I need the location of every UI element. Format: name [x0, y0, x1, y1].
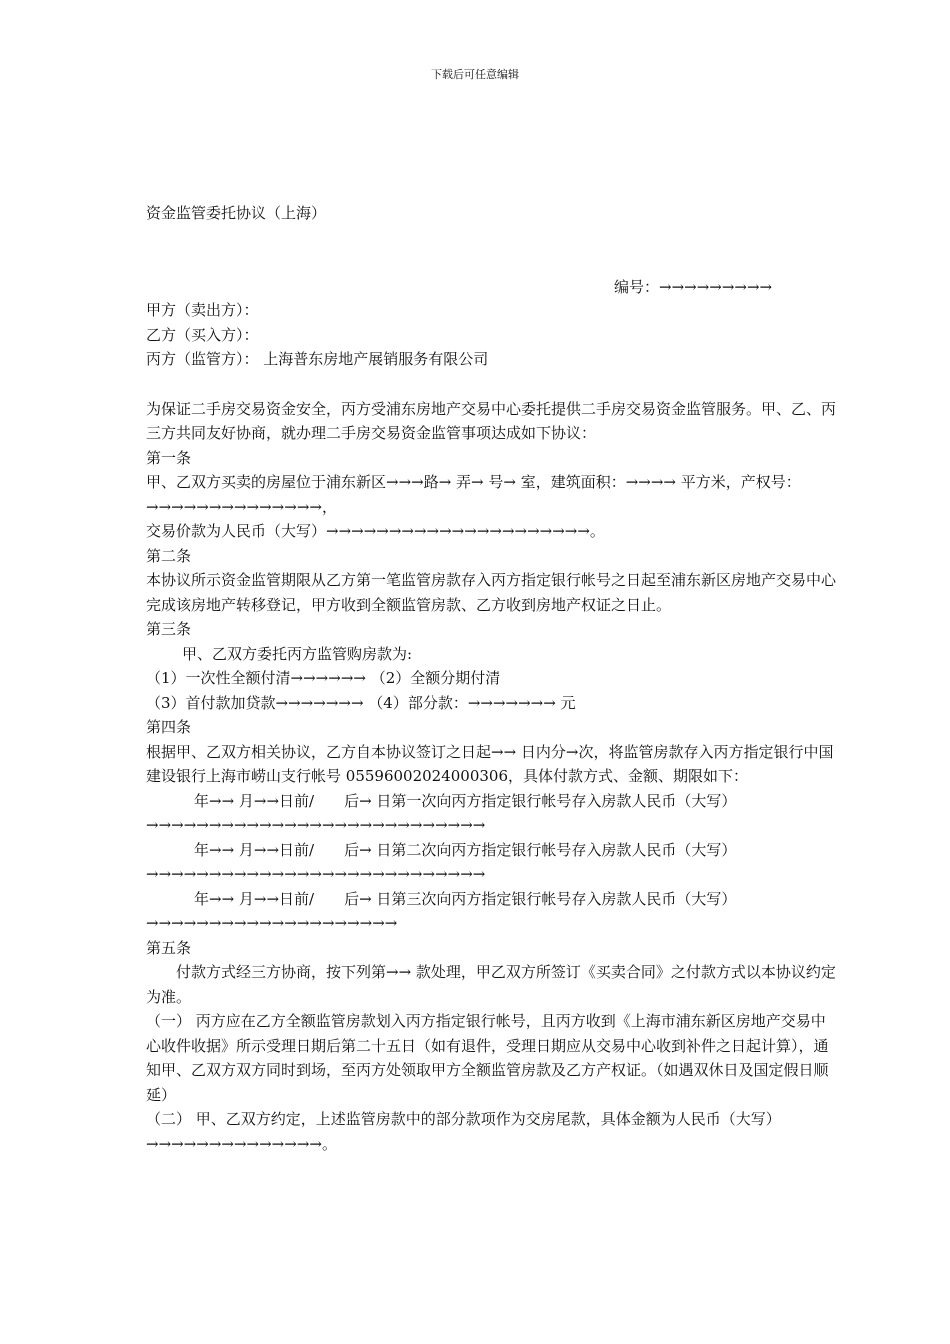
article-5-intro: 付款方式经三方协商，按下列第→→ 款处理，甲乙双方所签订《买卖合同》之付款方式以本协议约定为准。 — [146, 963, 836, 1006]
party-a: 甲方（卖出方）： — [146, 301, 259, 319]
article-1-line-1: 甲、乙双方买卖的房屋位于浦东新区→→→路→ 弄→ 号→ 室，建筑面积：→→→→ 平方米，产权号：→→→→→→→→→→→→→→， — [146, 473, 801, 516]
article-5-item-1: （一） 丙方应在乙方全额监管房款划入丙方指定银行帐号，且丙方收到《上海市浦东新区房地产交易中心收件收据》所示受理日期后第二十五日（如有退件，受理日期应从交易中心收到补件之日起计算），通知甲、乙双方双方同时到场，至丙方处领取甲方全额监管房款及乙方产权证。（如遇双休日及国定假日顺延） — [146, 1012, 829, 1104]
article-4-heading: 第四条 — [146, 718, 192, 736]
article-5-heading: 第五条 — [146, 938, 192, 957]
contract-number: 编号：→→→→→→→→→ — [614, 278, 773, 296]
article-3-option-2: （3）首付款加贷款→→→→→→→ （4）部分款：→→→→→→→ 元 — [146, 693, 576, 712]
document-body — [146, 298, 836, 1156]
intro-paragraph: 为保证二手房交易资金安全，丙方受浦东房地产交易中心委托提供二手房交易资金监管服务。甲、乙、丙三方共同友好协商，就办理二手房交易资金监管事项达成如下协议： — [146, 399, 837, 442]
document-title: 资金监管委托协议（上海） — [146, 204, 327, 222]
article-5-item-2: （二） 甲、乙双方约定，上述监管房款中的部分款项作为交房尾款，具体金额为人民币（大写）→→→→→→→→→→→→→→。 — [146, 1110, 781, 1153]
party-c: 丙方（监管方）： 上海普东房地产展销服务有限公司 — [146, 350, 489, 368]
article-1-heading: 第一条 — [146, 448, 192, 467]
article-2-text: 本协议所示资金监管期限从乙方第一笔监管房款存入丙方指定银行帐号之日起至浦东新区房地产交易中心完成该房地产转移登记，甲方收到全额监管房款、乙方收到房地产权证之日止。 — [146, 571, 837, 614]
article-1-line-2: 交易价款为人民币（大写）→→→→→→→→→→→→→→→→→→→→→。 — [146, 522, 605, 540]
page-header: 下载后可任意编辑 — [431, 68, 519, 81]
article-4-payment-3: 年→→ 月→→日前/ 后→ 日第三次向丙方指定银行帐号存入房款人民币（大写）→→→→→→→→→→→→→→→→→→→→ — [146, 889, 737, 932]
article-3-intro: 甲、乙双方委托丙方监管购房款为: — [182, 644, 413, 663]
article-4-text: 根据甲、乙双方相关协议，乙方自本协议签订之日起→→ 日内分→次，将监管房款存入丙方指定银行中国建设银行上海市崂山支行帐号 05596002024000306，具体付款方式、金额、期限如下： — [146, 742, 834, 785]
article-4-payment-1: 年→→ 月→→日前/ 后→ 日第一次向丙方指定银行帐号存入房款人民币（大写）→→→→→→→→→→→→→→→→→→→→→→→→→→→ — [146, 791, 737, 834]
article-3-heading: 第三条 — [146, 620, 192, 638]
article-2-heading: 第二条 — [146, 546, 192, 565]
article-4-payment-2: 年→→ 月→→日前/ 后→ 日第二次向丙方指定银行帐号存入房款人民币（大写）→→→→→→→→→→→→→→→→→→→→→→→→→→→ — [146, 840, 737, 883]
party-b: 乙方（买入方）： — [146, 325, 259, 344]
article-3-option-1: （1）一次性全额付清→→→→→→ （2）全额分期付清 — [146, 669, 501, 687]
